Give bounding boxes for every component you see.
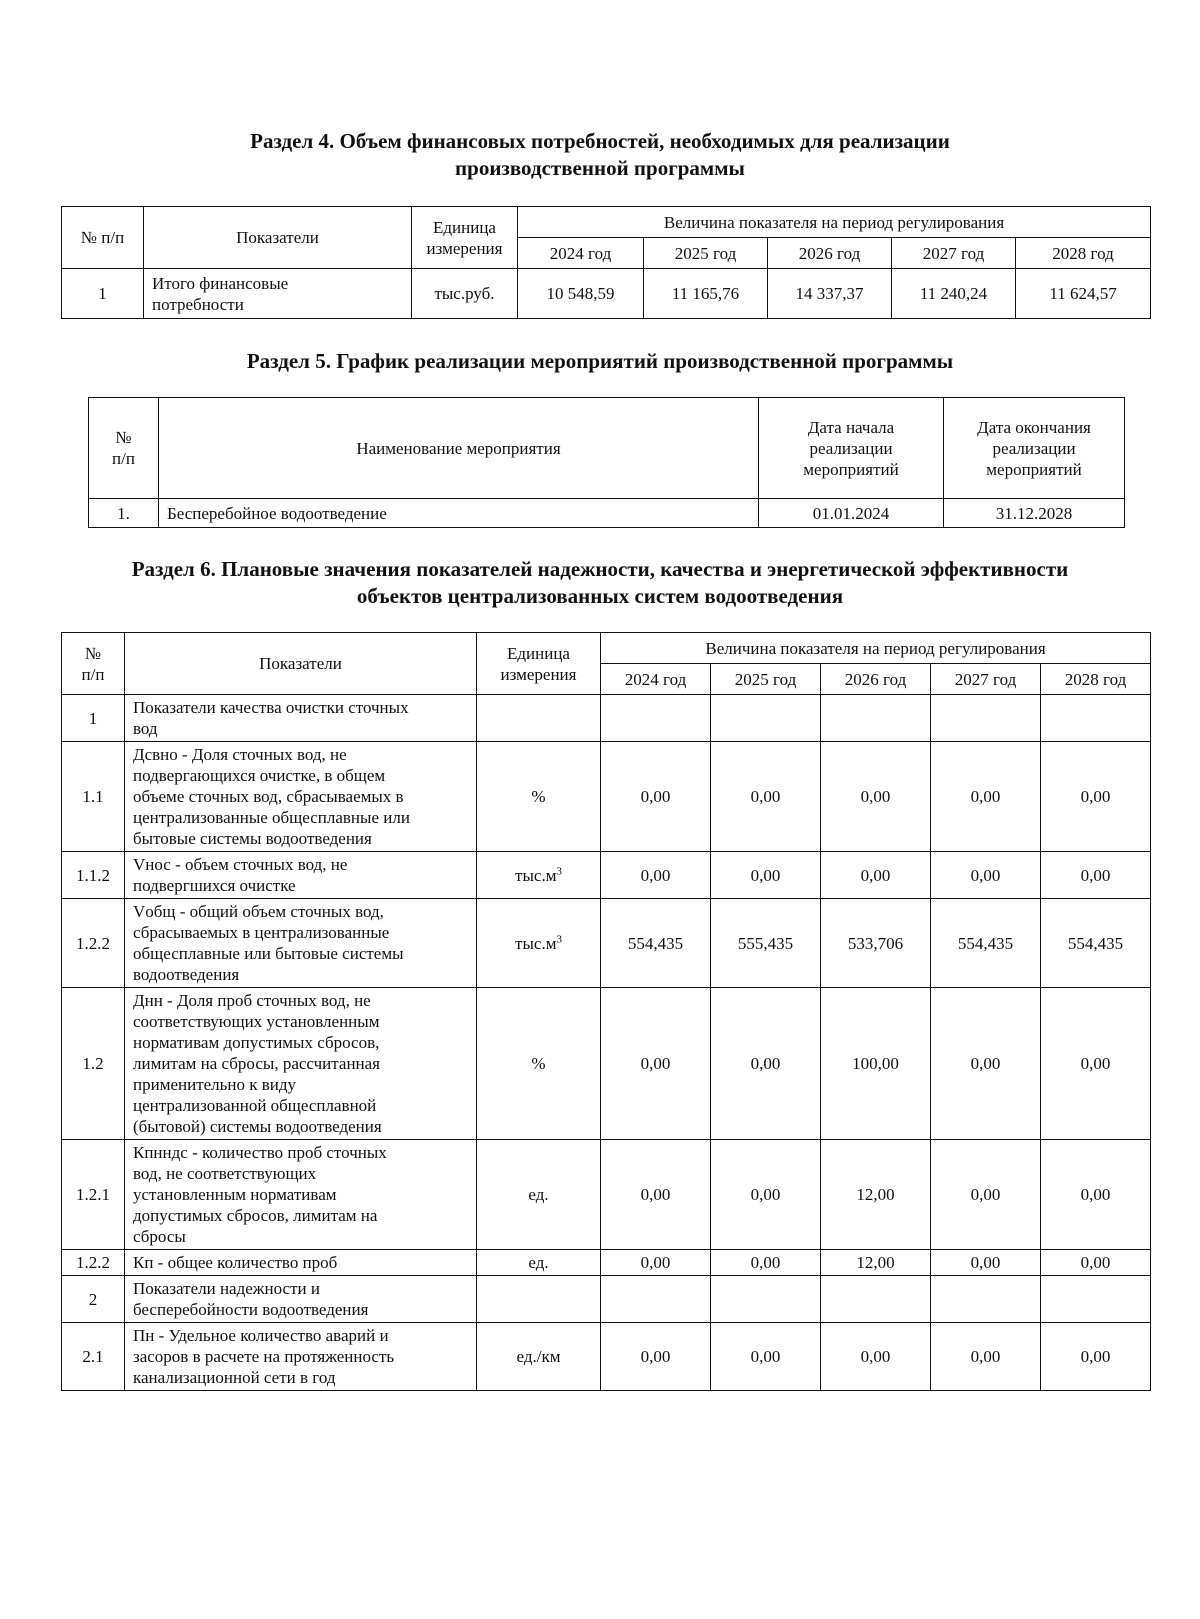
- row-unit-text: ед./км: [516, 1347, 561, 1366]
- row-indicator-line: водоотведения: [133, 965, 240, 984]
- section4-title: [0, 128, 1200, 182]
- row-indicator-line: централизованной общесплавной: [133, 1096, 377, 1115]
- events-schedule-table: [88, 397, 1125, 528]
- row-end-date: 31.12.2028: [944, 499, 1125, 528]
- row-num: 1.2.2: [62, 1250, 125, 1276]
- row-value: 0,00: [601, 988, 711, 1140]
- row-indicator-line: Показатели надежности и: [133, 1279, 320, 1298]
- header-event-name: Наименование мероприятия: [159, 398, 759, 499]
- header-year: 2027 год: [892, 238, 1016, 269]
- row-value: 0,00: [601, 1140, 711, 1250]
- section5-title: [0, 348, 1200, 375]
- row-unit-text: %: [531, 1054, 546, 1073]
- row-value: 0,00: [601, 1250, 711, 1276]
- row-num: 1: [62, 269, 144, 319]
- row-indicator: [125, 1323, 477, 1391]
- table-row: [89, 499, 1125, 528]
- table-row: [62, 988, 1151, 1140]
- header-year: 2025 год: [711, 664, 821, 695]
- row-indicator: [125, 1276, 477, 1323]
- row-num: 2.1: [62, 1323, 125, 1391]
- row-indicator-line: вод, не соответствующих: [133, 1164, 317, 1183]
- header-year: 2028 год: [1041, 664, 1151, 695]
- row-value: [1041, 1276, 1151, 1323]
- row-indicator-line: Кпнндс - количество проб сточных: [133, 1143, 387, 1162]
- header-year: 2026 год: [768, 238, 892, 269]
- table-row: [62, 1323, 1151, 1391]
- row-num: 1.1: [62, 742, 125, 852]
- row-value: 11 240,24: [892, 269, 1016, 319]
- row-unit-superscript: 3: [556, 864, 562, 877]
- financial-needs-table: [61, 206, 1151, 319]
- header-num-line2: п/п: [81, 664, 105, 684]
- row-value: 0,00: [601, 1323, 711, 1391]
- row-indicator: [125, 899, 477, 988]
- table-row: [62, 742, 1151, 852]
- header-end-date: [944, 398, 1125, 499]
- row-unit: [477, 988, 601, 1140]
- row-name-line: потребности: [152, 294, 244, 314]
- section6-title: [0, 556, 1200, 610]
- row-indicator: [125, 1250, 477, 1276]
- row-indicator: [125, 742, 477, 852]
- section4-title-line1: Раздел 4. Объем финансовых потребностей, необходимых для реализации: [250, 129, 950, 153]
- header-unit-line1: Единица: [433, 217, 496, 237]
- row-value: 0,00: [821, 852, 931, 899]
- row-indicator-line: лимитам на сбросы, рассчитанная: [133, 1054, 380, 1073]
- row-value: [821, 1276, 931, 1323]
- row-value: 11 165,76: [644, 269, 768, 319]
- row-value: 0,00: [931, 1323, 1041, 1391]
- row-value: 0,00: [931, 742, 1041, 852]
- row-indicator-line: Показатели качества очистки сточных: [133, 698, 409, 717]
- row-indicator-line: допустимых сбросов, лимитам на: [133, 1206, 378, 1225]
- row-indicator: [125, 1140, 477, 1250]
- row-indicator-line: Vнос - объем сточных вод, не: [133, 855, 348, 874]
- row-unit: [477, 852, 601, 899]
- row-value: [931, 695, 1041, 742]
- row-value: 0,00: [711, 1323, 821, 1391]
- row-indicator: [125, 988, 477, 1140]
- header-year: 2024 год: [601, 664, 711, 695]
- row-value: 0,00: [931, 1250, 1041, 1276]
- row-value: 10 548,59: [518, 269, 644, 319]
- table-row: [62, 899, 1151, 988]
- header-unit: [477, 633, 601, 695]
- row-value: 0,00: [821, 742, 931, 852]
- row-unit-text: ед.: [528, 1253, 549, 1272]
- row-value: [931, 1276, 1041, 1323]
- row-indicator-line: централизованные общесплавные или: [133, 808, 410, 827]
- row-unit: [477, 1140, 601, 1250]
- row-num: 1.2.2: [62, 899, 125, 988]
- header-num-line1: №: [84, 643, 102, 663]
- header-start-line: Дата начала: [807, 417, 895, 437]
- row-value: 100,00: [821, 988, 931, 1140]
- header-num-line1: №: [115, 428, 132, 447]
- row-value: 0,00: [711, 988, 821, 1140]
- row-num: 2: [62, 1276, 125, 1323]
- row-value: 12,00: [821, 1140, 931, 1250]
- row-value: 0,00: [601, 852, 711, 899]
- row-value: [601, 695, 711, 742]
- row-indicator-line: Пн - Удельное количество аварий и: [133, 1326, 389, 1345]
- header-period: Величина показателя на период регулирования: [518, 207, 1151, 238]
- row-value: 0,00: [1041, 742, 1151, 852]
- header-unit-line2: измерения: [500, 664, 577, 684]
- row-value: 554,435: [1041, 899, 1151, 988]
- row-unit-text: тыс.м: [515, 933, 557, 953]
- table-row: [62, 1140, 1151, 1250]
- row-num: 1.2: [62, 988, 125, 1140]
- row-value: 12,00: [821, 1250, 931, 1276]
- row-indicator-line: сбросы: [133, 1227, 186, 1246]
- row-value: 533,706: [821, 899, 931, 988]
- row-indicator-line: Кп - общее количество проб: [133, 1253, 338, 1272]
- row-value: 0,00: [931, 988, 1041, 1140]
- row-indicator-line: Дсвно - Доля сточных вод, не: [133, 745, 347, 764]
- row-start-date: 01.01.2024: [759, 499, 944, 528]
- row-value: 11 624,57: [1016, 269, 1151, 319]
- section4-title-line2: производственной программы: [455, 156, 745, 180]
- table-row: [62, 695, 1151, 742]
- row-value: [711, 1276, 821, 1323]
- row-unit: [477, 1250, 601, 1276]
- header-year: 2024 год: [518, 238, 644, 269]
- row-value: [821, 695, 931, 742]
- row-value: 0,00: [931, 1140, 1041, 1250]
- row-unit: [477, 695, 601, 742]
- row-indicator-line: бытовые системы водоотведения: [133, 829, 372, 848]
- header-year: 2026 год: [821, 664, 931, 695]
- section5-title-text: Раздел 5. График реализации мероприятий производственной программы: [246, 349, 954, 373]
- header-unit-line2: измерения: [426, 238, 503, 258]
- row-indicator-line: засоров в расчете на протяженность: [133, 1347, 395, 1366]
- header-unit-line1: Единица: [507, 643, 570, 663]
- header-end-line: Дата окончания: [977, 417, 1091, 437]
- row-value: [711, 695, 821, 742]
- row-value: 0,00: [1041, 1140, 1151, 1250]
- row-unit: [477, 899, 601, 988]
- indicators-table: [61, 632, 1151, 1391]
- row-unit-text: ед.: [528, 1185, 549, 1204]
- row-value: 0,00: [1041, 1250, 1151, 1276]
- header-num-line2: п/п: [112, 449, 135, 468]
- row-indicator-line: вод: [133, 719, 158, 738]
- row-indicator-line: Днн - Доля проб сточных вод, не: [133, 991, 371, 1010]
- table-row: [62, 1250, 1151, 1276]
- row-unit-superscript: 3: [556, 932, 562, 945]
- row-unit: [477, 1276, 601, 1323]
- row-indicator-line: сбрасываемых в централизованные: [133, 923, 390, 942]
- header-period: Величина показателя на период регулирования: [601, 633, 1151, 664]
- row-value: 0,00: [1041, 852, 1151, 899]
- table-row: [62, 852, 1151, 899]
- row-unit: тыс.руб.: [412, 269, 518, 319]
- row-indicator-line: объеме сточных вод, сбрасываемых в: [133, 787, 404, 806]
- row-value: 0,00: [711, 1140, 821, 1250]
- row-value: [601, 1276, 711, 1323]
- row-unit: [477, 1323, 601, 1391]
- row-indicator-line: подвергшихся очистке: [133, 876, 296, 895]
- row-indicator-line: соответствующих установленным: [133, 1012, 380, 1031]
- row-num: 1.: [89, 499, 159, 528]
- header-num: № п/п: [62, 207, 144, 269]
- header-indicator: Показатели: [125, 633, 477, 695]
- row-indicator-line: канализационной сети в год: [133, 1368, 336, 1387]
- row-indicator-line: установленным нормативам: [133, 1185, 337, 1204]
- row-value: 0,00: [931, 852, 1041, 899]
- row-value: 14 337,37: [768, 269, 892, 319]
- row-name: [144, 269, 412, 319]
- row-value: 0,00: [711, 852, 821, 899]
- row-num: 1.2.1: [62, 1140, 125, 1250]
- row-value: 0,00: [711, 1250, 821, 1276]
- header-num: [89, 398, 159, 499]
- row-indicator-line: Vобщ - общий объем сточных вод,: [133, 902, 384, 921]
- header-year: 2027 год: [931, 664, 1041, 695]
- section6-title-line1: Раздел 6. Плановые значения показателей надежности, качества и энергетической эффективности: [131, 557, 1069, 581]
- row-value: 554,435: [601, 899, 711, 988]
- row-unit-text: тыс.м: [515, 865, 557, 885]
- row-name-line: Итого финансовые: [152, 273, 289, 293]
- row-num: 1: [62, 695, 125, 742]
- row-value: 0,00: [1041, 1323, 1151, 1391]
- table-row: [62, 1276, 1151, 1323]
- row-indicator-line: (бытовой) системы водоотведения: [133, 1117, 382, 1136]
- table-row: [62, 269, 1151, 319]
- row-value: 554,435: [931, 899, 1041, 988]
- row-value: 0,00: [821, 1323, 931, 1391]
- header-num: [62, 633, 125, 695]
- header-start-date: [759, 398, 944, 499]
- header-end-line: реализации: [992, 438, 1076, 458]
- row-indicator-line: нормативам допустимых сбросов,: [133, 1033, 380, 1052]
- row-value: 0,00: [1041, 988, 1151, 1140]
- header-end-line: мероприятий: [986, 459, 1082, 479]
- header-year: 2028 год: [1016, 238, 1151, 269]
- header-start-line: реализации: [809, 438, 893, 458]
- row-value: 555,435: [711, 899, 821, 988]
- header-unit: [412, 207, 518, 269]
- header-start-line: мероприятий: [803, 459, 899, 479]
- row-unit-text: %: [531, 787, 546, 806]
- row-indicator-line: применительно к виду: [133, 1075, 297, 1094]
- row-indicator-line: подвергающихся очистке, в общем: [133, 766, 386, 785]
- row-value: 0,00: [711, 742, 821, 852]
- row-indicator: [125, 852, 477, 899]
- row-value: [1041, 695, 1151, 742]
- row-indicator-line: общесплавные или бытовые системы: [133, 944, 404, 963]
- section6-title-line2: объектов централизованных систем водоотведения: [356, 584, 844, 608]
- row-indicator-line: бесперебойности водоотведения: [133, 1300, 369, 1319]
- header-year: 2025 год: [644, 238, 768, 269]
- row-num: 1.1.2: [62, 852, 125, 899]
- row-event-name: Бесперебойное водоотведение: [159, 499, 759, 528]
- row-indicator: [125, 695, 477, 742]
- row-unit: [477, 742, 601, 852]
- header-indicator: Показатели: [144, 207, 412, 269]
- row-value: 0,00: [601, 742, 711, 852]
